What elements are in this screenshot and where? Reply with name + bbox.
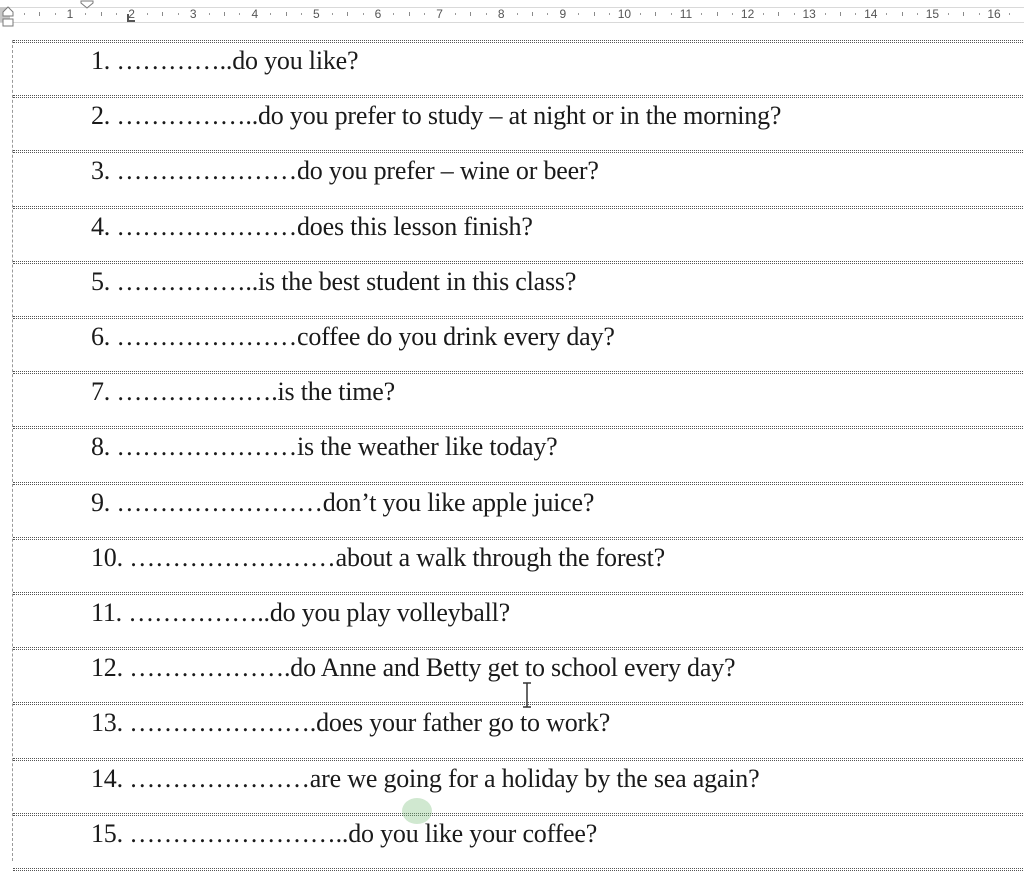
- question-text[interactable]: 15. ……………………..do you like your coffee?: [91, 818, 598, 848]
- ruler-dot: [640, 13, 641, 15]
- question-row: [13, 428, 1024, 483]
- ruler-dot: [979, 13, 980, 15]
- question-row: [13, 42, 1024, 97]
- ruler-number: 12: [740, 7, 755, 21]
- question-row: [13, 208, 1024, 263]
- question-row: [13, 760, 1024, 815]
- ruler-tick: [101, 12, 102, 16]
- question-row: [13, 152, 1024, 207]
- document-page[interactable]: [12, 40, 1024, 861]
- ruler-dot: [825, 13, 826, 15]
- question-text[interactable]: 6. …………………coffee do you drink every day?: [91, 322, 615, 351]
- question-text[interactable]: 9. ……………………don’t you like apple juice?: [91, 487, 595, 517]
- row-border: [13, 482, 1024, 485]
- question-text[interactable]: 2. ……………..do you prefer to study – at night or in the morning?: [91, 101, 782, 131]
- question-row: [13, 815, 1024, 870]
- row-border: [13, 206, 1024, 209]
- row-border: [13, 316, 1024, 319]
- ruler-number: 15: [925, 7, 940, 21]
- ruler-tick: [224, 12, 225, 16]
- ruler-tick: [409, 12, 410, 16]
- ruler-tick: [162, 12, 163, 16]
- question-text[interactable]: 14. …………………are we going for a holiday by the sea again?: [91, 763, 760, 793]
- text-cursor-icon: [522, 682, 532, 708]
- row-border: [13, 758, 1024, 761]
- ruler-tick: [840, 12, 841, 16]
- ruler-number: 7: [436, 7, 443, 21]
- ruler-dot: [486, 13, 487, 15]
- row-border: [13, 426, 1024, 429]
- ruler-dot: [85, 13, 86, 15]
- ruler-dot: [209, 13, 210, 15]
- row-border: [13, 95, 1024, 98]
- question-text[interactable]: 10. ……………………about a walk through the forest?: [91, 542, 665, 572]
- question-row: [13, 649, 1024, 704]
- row-border: [13, 537, 1024, 540]
- ruler-dot: [270, 13, 271, 15]
- ruler-dot: [424, 13, 425, 15]
- ruler-number: 1: [66, 7, 74, 21]
- ruler-dot: [147, 13, 148, 15]
- ruler-dot: [855, 13, 856, 15]
- question-text[interactable]: 13. ………………….does your father go to work?: [91, 708, 611, 738]
- ruler-number: 3: [189, 7, 197, 21]
- ruler-dot: [116, 13, 117, 15]
- question-row: [13, 97, 1024, 152]
- ruler-tick: [39, 12, 40, 16]
- ruler-dot: [517, 13, 518, 15]
- ruler-tick: [963, 12, 964, 16]
- ruler-dot: [455, 13, 456, 15]
- ruler-tick: [655, 12, 656, 16]
- ruler-tick: [532, 12, 533, 16]
- row-border: [13, 813, 1024, 816]
- horizontal-ruler[interactable]: [0, 0, 1024, 30]
- row-border: [13, 371, 1024, 374]
- ruler-dot: [239, 13, 240, 15]
- ruler-tick: [778, 12, 779, 16]
- first-line-indent-marker-icon[interactable]: [80, 0, 94, 9]
- ruler-dot: [609, 13, 610, 15]
- ruler-number: 16: [987, 7, 1001, 21]
- ruler-number: 9: [559, 7, 567, 21]
- ruler-dot: [24, 13, 25, 15]
- ruler-dot: [948, 13, 949, 15]
- ruler-number: 13: [802, 7, 816, 21]
- row-border: [13, 261, 1024, 264]
- ruler-dot: [363, 13, 364, 15]
- question-text[interactable]: 8. …………………is the weather like today?: [91, 432, 558, 462]
- ruler-dot: [671, 13, 672, 15]
- question-row: [13, 704, 1024, 759]
- ruler-tick: [347, 12, 348, 16]
- row-border: [13, 40, 1024, 43]
- question-row: [13, 539, 1024, 594]
- ruler-number: 14: [864, 7, 878, 21]
- ruler-tick: [286, 12, 287, 16]
- question-row: [13, 373, 1024, 428]
- ruler-tick: [717, 12, 718, 16]
- ruler-dot: [178, 13, 179, 15]
- row-border: [13, 702, 1024, 705]
- ruler-number: 4: [251, 7, 259, 21]
- ruler-number: 11: [679, 7, 693, 21]
- question-text[interactable]: 12. ……………….do Anne and Betty get to school every day?: [91, 653, 736, 683]
- ruler-dot: [794, 13, 795, 15]
- ruler-dot: [1009, 13, 1010, 15]
- ruler-dot: [578, 13, 579, 15]
- question-text[interactable]: 5. ……………..is the best student in this class?: [91, 266, 577, 296]
- ruler-number: 2: [128, 7, 135, 21]
- question-text[interactable]: 4. …………………does this lesson finish?: [91, 211, 533, 241]
- question-text[interactable]: 1. …………..do you like?: [91, 46, 359, 75]
- ruler-dot: [301, 13, 302, 15]
- ruler-dot: [763, 13, 764, 15]
- click-highlight: [402, 798, 432, 824]
- question-text[interactable]: 3. …………………do you prefer – wine or beer?: [91, 156, 599, 186]
- ruler-dot: [55, 13, 56, 15]
- ruler-number: 10: [617, 7, 632, 21]
- ruler-tick: [902, 12, 903, 16]
- row-border: [13, 592, 1024, 595]
- question-row: [13, 594, 1024, 649]
- ruler-number: 6: [374, 7, 382, 21]
- ruler-number: 8: [497, 7, 505, 21]
- question-row: [13, 263, 1024, 318]
- ruler-tick: [594, 12, 595, 16]
- hanging-indent-marker-icon[interactable]: [2, 6, 14, 28]
- ruler-dot: [332, 13, 333, 15]
- row-border: [13, 150, 1024, 153]
- question-text[interactable]: 7. ……………….is the time?: [91, 377, 395, 407]
- ruler-dot: [917, 13, 918, 15]
- ruler-number: 5: [313, 7, 320, 21]
- ruler-dot: [701, 13, 702, 15]
- ruler-dot: [886, 13, 887, 15]
- question-row: [13, 484, 1024, 539]
- ruler-dot: [547, 13, 548, 15]
- question-text[interactable]: 11. ……………..do you play volleyball?: [91, 598, 511, 627]
- left-tab-stop-icon[interactable]: [126, 13, 136, 23]
- ruler-tick: [470, 12, 471, 16]
- question-row: [13, 318, 1024, 373]
- ruler-dot: [393, 13, 394, 15]
- ruler-dot: [732, 13, 733, 15]
- row-border: [13, 647, 1024, 650]
